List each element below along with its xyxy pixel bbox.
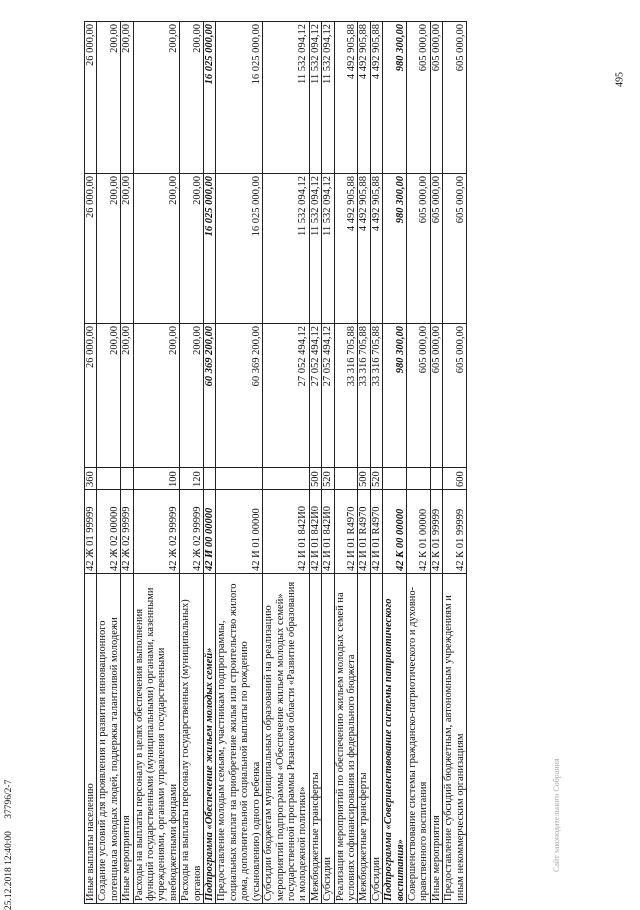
row-name-cell: Совершенствование системы гражданско-патриотического и духовно-нравственного воспитания <box>406 574 430 904</box>
row-code-cell: 42 К 01 99999 <box>443 490 467 574</box>
row-code-cell: 42 Ж 02 00000 <box>97 490 121 574</box>
table-row <box>85 22 97 904</box>
row-value-2019-cell: 33 316 705,88 <box>370 324 382 468</box>
row-value-2019-cell: 605 000,00 <box>443 324 467 468</box>
row-value-2020-cell: 4 492 905,88 <box>358 174 370 324</box>
row-value-2021-cell: 605 000,00 <box>443 22 467 174</box>
row-value-2019-cell: 200,00 <box>133 324 180 468</box>
row-value-2019-cell: 27 052 494,12 <box>322 324 334 468</box>
row-code-cell: 42 Ж 01 99999 <box>85 490 97 574</box>
row-value-2021-cell: 200,00 <box>133 22 180 174</box>
row-vr-cell <box>334 468 358 490</box>
row-value-2019-cell: 605 000,00 <box>406 324 430 468</box>
row-vr-cell: 500 <box>358 468 370 490</box>
row-value-2019-cell: 33 316 705,88 <box>358 324 370 468</box>
row-code-cell: 42 И 01 842И0 <box>263 490 310 574</box>
table-row <box>370 22 382 904</box>
row-value-2021-cell: 16 025 000,00 <box>216 22 263 174</box>
footer <box>4 660 18 910</box>
row-code-cell: 42 И 01 R4970 <box>334 490 358 574</box>
row-vr-cell <box>204 468 216 490</box>
table-row <box>263 22 310 904</box>
row-value-2021-cell: 4 492 905,88 <box>370 22 382 174</box>
row-name-cell: Подпрограмма «Обеспечение жильем молодых семей» <box>204 574 216 904</box>
row-vr-cell <box>430 468 442 490</box>
row-value-2020-cell: 11 532 094,12 <box>322 174 334 324</box>
row-value-2019-cell: 27 052 494,12 <box>309 324 321 468</box>
row-code-cell: 42 Ж 02 99999 <box>180 490 204 574</box>
row-value-2019-cell: 60 369 200,00 <box>216 324 263 468</box>
page-number: 495 <box>614 72 626 87</box>
row-name-cell: Предоставление субсидий бюджетным, автономным учреждениям и иным некоммерческим организациям <box>443 574 467 904</box>
row-vr-cell <box>216 468 263 490</box>
row-name-cell: Субсидии <box>370 574 382 904</box>
row-value-2020-cell: 980 300,00 <box>383 174 407 324</box>
row-name-cell: Создание условий для проявления и развития инновационного потенциала молодых людей, поддержка талантливой молодежи <box>97 574 121 904</box>
row-value-2020-cell: 16 025 000,00 <box>204 174 216 324</box>
row-vr-cell: 520 <box>370 468 382 490</box>
table-body <box>85 22 467 904</box>
row-value-2020-cell: 605 000,00 <box>443 174 467 324</box>
table-row <box>322 22 334 904</box>
table-row <box>133 22 180 904</box>
row-value-2019-cell: 200,00 <box>121 324 133 468</box>
row-vr-cell <box>383 468 407 490</box>
row-value-2021-cell: 605 000,00 <box>430 22 442 174</box>
row-value-2020-cell: 200,00 <box>121 174 133 324</box>
row-vr-cell <box>97 468 121 490</box>
table-row <box>216 22 263 904</box>
row-code-cell: 42 И 01 842И0 <box>322 490 334 574</box>
budget-table <box>84 21 467 904</box>
table-row <box>97 22 121 904</box>
row-value-2019-cell: 200,00 <box>180 324 204 468</box>
watermark-stamp: Сайт законодательного Собрания <box>552 758 561 872</box>
row-value-2020-cell: 4 492 905,88 <box>370 174 382 324</box>
row-value-2019-cell: 605 000,00 <box>430 324 442 468</box>
row-name-cell: Субсидии <box>322 574 334 904</box>
row-value-2019-cell: 980 300,00 <box>383 324 407 468</box>
row-value-2021-cell: 26 000,00 <box>85 22 97 174</box>
row-value-2020-cell: 605 000,00 <box>430 174 442 324</box>
row-vr-cell <box>121 468 133 490</box>
row-name-cell: Расходы на выплаты персоналу в целях обеспечения выполнения функций государственными (муниципальными) органами, казенными учреждениями, органами управления государственными внебюджетными фондами <box>133 574 180 904</box>
row-name-cell: Иные мероприятия <box>121 574 133 904</box>
row-code-cell: 42 И 01 R4970 <box>370 490 382 574</box>
row-value-2020-cell: 200,00 <box>180 174 204 324</box>
row-code-cell: 42 И 00 00000 <box>204 490 216 574</box>
row-value-2021-cell: 16 025 000,00 <box>204 22 216 174</box>
row-value-2019-cell: 60 369 200,00 <box>204 324 216 468</box>
table-row <box>406 22 430 904</box>
row-value-2019-cell: 27 052 494,12 <box>263 324 310 468</box>
table-row <box>383 22 407 904</box>
row-vr-cell: 120 <box>180 468 204 490</box>
row-value-2020-cell: 4 492 905,88 <box>334 174 358 324</box>
row-value-2021-cell: 200,00 <box>180 22 204 174</box>
row-value-2020-cell: 200,00 <box>133 174 180 324</box>
table-row <box>309 22 321 904</box>
footer-timestamp: 25.12.2018 12:40:00 <box>4 831 14 910</box>
row-vr-cell: 500 <box>309 468 321 490</box>
row-code-cell: 42 И 01 00000 <box>216 490 263 574</box>
table-row <box>430 22 442 904</box>
row-value-2021-cell: 200,00 <box>97 22 121 174</box>
row-vr-cell: 600 <box>443 468 467 490</box>
row-value-2020-cell: 605 000,00 <box>406 174 430 324</box>
row-name-cell: Предоставление молодым семьям, участникам подпрограммы, социальных выплат на приобретение жилья или строительство жилого дома, дополнительной социальной выплаты по рождению (усыновлению) одного ребенка <box>216 574 263 904</box>
footer-doc-id: 37796/2-7 <box>4 779 14 819</box>
table-row <box>334 22 358 904</box>
table-row <box>204 22 216 904</box>
row-name-cell: Межбюджетные трансферты <box>309 574 321 904</box>
row-value-2021-cell: 4 492 905,88 <box>334 22 358 174</box>
row-value-2021-cell: 11 532 094,12 <box>309 22 321 174</box>
row-value-2021-cell: 605 000,00 <box>406 22 430 174</box>
row-code-cell: 42 И 01 R4970 <box>358 490 370 574</box>
row-value-2021-cell: 11 532 094,12 <box>263 22 310 174</box>
row-code-cell: 42 Ж 02 99999 <box>133 490 180 574</box>
table-row <box>358 22 370 904</box>
row-value-2020-cell: 11 532 094,12 <box>263 174 310 324</box>
row-value-2021-cell: 980 300,00 <box>383 22 407 174</box>
row-name-cell: Расходы на выплаты персоналу государственных (муниципальных) органов <box>180 574 204 904</box>
row-value-2020-cell: 16 025 000,00 <box>216 174 263 324</box>
row-vr-cell: 520 <box>322 468 334 490</box>
row-value-2021-cell: 200,00 <box>121 22 133 174</box>
row-name-cell: Реализация мероприятий по обеспечению жильем молодых семей на условиях софинансирования из федерального бюджета <box>334 574 358 904</box>
row-code-cell: 42 К 01 99999 <box>430 490 442 574</box>
row-value-2020-cell: 200,00 <box>97 174 121 324</box>
table-row <box>443 22 467 904</box>
row-value-2020-cell: 11 532 094,12 <box>309 174 321 324</box>
row-vr-cell <box>263 468 310 490</box>
row-name-cell: Иные выплаты населению <box>85 574 97 904</box>
row-vr-cell <box>406 468 430 490</box>
table-row <box>121 22 133 904</box>
row-value-2021-cell: 4 492 905,88 <box>358 22 370 174</box>
row-code-cell: 42 К 00 00000 <box>383 490 407 574</box>
row-value-2019-cell: 26 000,00 <box>85 324 97 468</box>
row-value-2021-cell: 11 532 094,12 <box>322 22 334 174</box>
row-vr-cell: 360 <box>85 468 97 490</box>
row-code-cell: 42 К 01 00000 <box>406 490 430 574</box>
row-value-2020-cell: 26 000,00 <box>85 174 97 324</box>
row-vr-cell: 100 <box>133 468 180 490</box>
row-code-cell: 42 Ж 02 99999 <box>121 490 133 574</box>
row-name-cell: Субсидии бюджетам муниципальных образований на реализацию мероприятий подпрограммы «Обеспечение жильем молодых семей» государственной программы Рязанской области «Развитие образования и молодежной политики» <box>263 574 310 904</box>
row-code-cell: 42 И 01 842И0 <box>309 490 321 574</box>
row-value-2019-cell: 200,00 <box>97 324 121 468</box>
row-name-cell: Межбюджетные трансферты <box>358 574 370 904</box>
row-value-2019-cell: 33 316 705,88 <box>334 324 358 468</box>
row-name-cell: Подпрограмма «Совершенствование системы патриотического воспитания» <box>383 574 407 904</box>
table-row <box>180 22 204 904</box>
budget-table-rotated <box>84 22 560 904</box>
row-name-cell: Иные мероприятия <box>430 574 442 904</box>
